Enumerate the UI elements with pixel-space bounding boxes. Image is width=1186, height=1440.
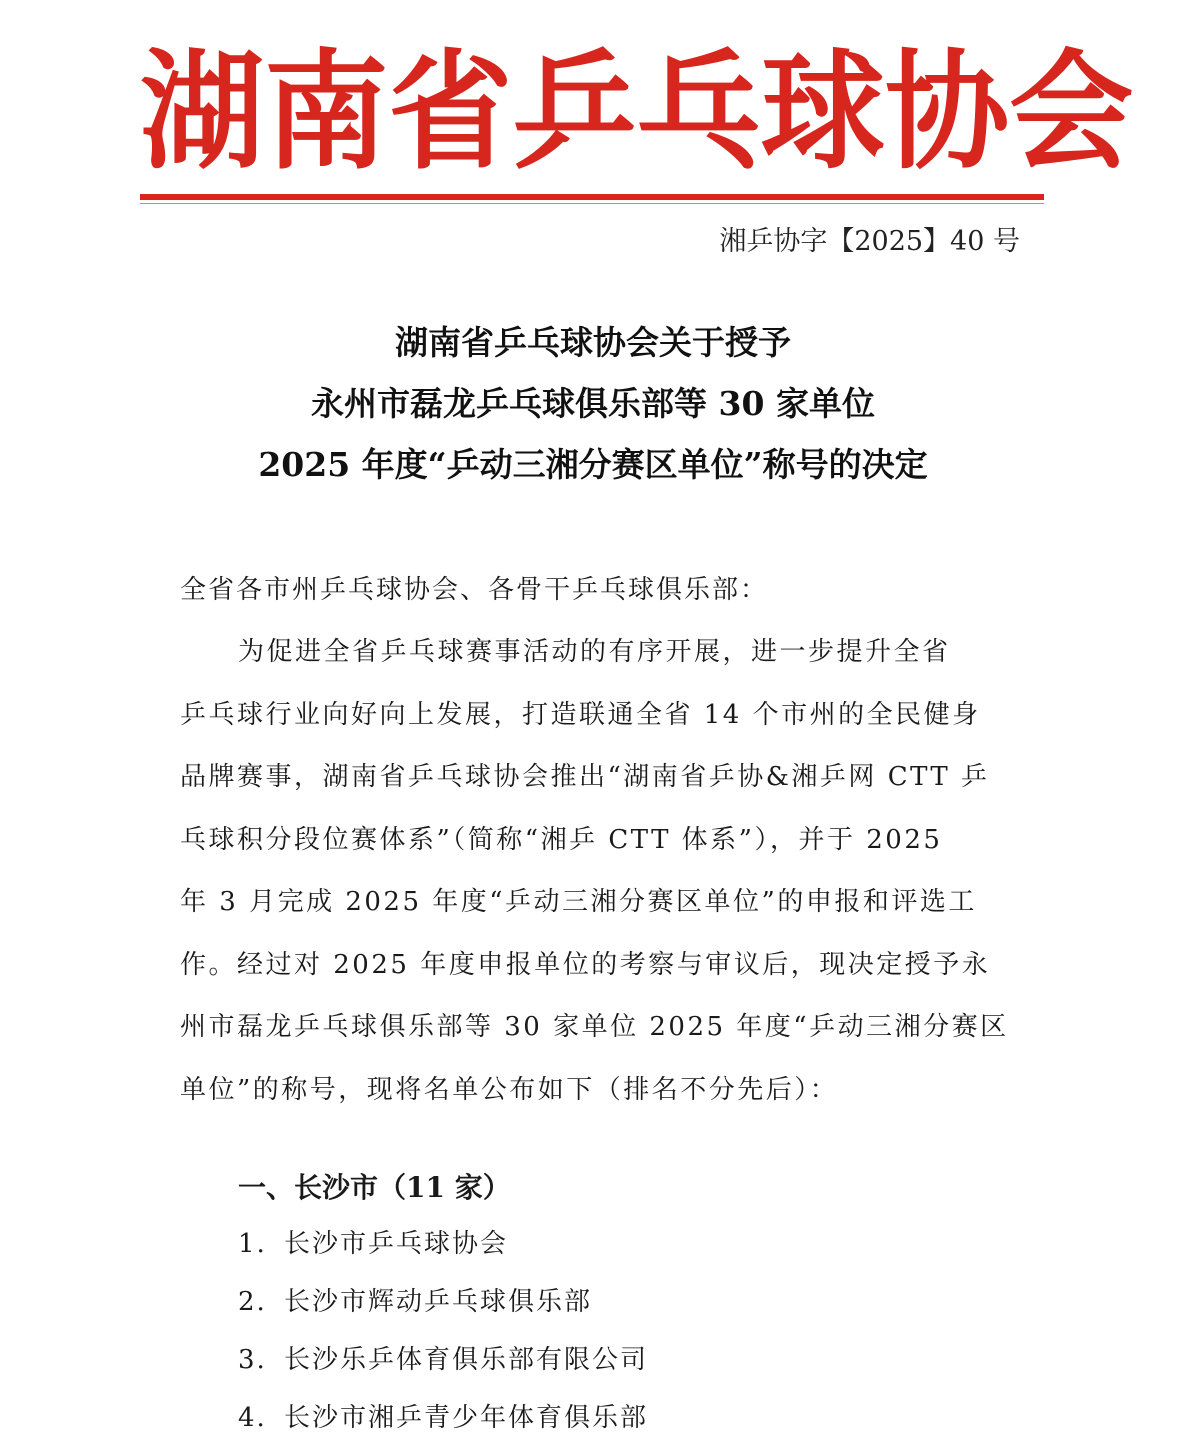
body-line: 乓球积分段位赛体系”（简称“湘乒 CTT 体系”），并于 2025 bbox=[180, 824, 943, 855]
list-item bbox=[238, 1282, 648, 1340]
org-masthead: 湖南省乒乓球协会 bbox=[140, 38, 1134, 187]
list-item-name: 长沙市湘乒青少年体育俱乐部 bbox=[284, 1403, 649, 1433]
list-item-number: 1. bbox=[238, 1229, 267, 1259]
list-item-name: 长沙市乒乓球协会 bbox=[284, 1229, 509, 1259]
body-paragraph bbox=[180, 632, 1010, 1132]
document-title bbox=[0, 312, 1186, 495]
list-item bbox=[238, 1398, 648, 1440]
body-line: 作。经过对 2025 年度申报单位的考察与审议后，现决定授予永 bbox=[180, 949, 991, 980]
list-item bbox=[238, 1224, 648, 1282]
document-number: 湘乒协字【2025】40 号 bbox=[719, 226, 1020, 257]
unit-list bbox=[238, 1224, 648, 1440]
title-line-1: 湖南省乒乓球协会关于授予 bbox=[395, 323, 791, 362]
list-item-number: 2. bbox=[238, 1287, 267, 1317]
list-item-name: 长沙市辉动乒乓球俱乐部 bbox=[284, 1287, 593, 1317]
header-red-rule bbox=[140, 194, 1044, 200]
list-item bbox=[238, 1340, 648, 1398]
section-heading-changsha: 一、长沙市（11 家） bbox=[238, 1171, 511, 1204]
list-item-number: 3. bbox=[238, 1345, 267, 1375]
body-line: 品牌赛事，湖南省乒乓球协会推出“湖南省乒协&湘乒网 CTT 乒 bbox=[180, 762, 990, 792]
body-line: 乒乓球行业向好向上发展，打造联通全省 14 个市州的全民健身 bbox=[180, 699, 981, 730]
title-line-2: 永州市磊龙乒乓球俱乐部等 30 家单位 bbox=[311, 384, 875, 423]
salutation: 全省各市州乒乓球协会、各骨干乒乓球俱乐部： bbox=[180, 575, 769, 605]
body-line: 年 3 月完成 2025 年度“乒动三湘分赛区单位”的申报和评选工 bbox=[180, 887, 977, 917]
body-line: 州市磊龙乒乓球俱乐部等 30 家单位 2025 年度“乒动三湘分赛区 bbox=[180, 1012, 1009, 1042]
title-line-3: 2025 年度“乒动三湘分赛区单位”称号的决定 bbox=[258, 445, 928, 484]
body-line: 单位”的称号，现将名单公布如下（排名不分先后）： bbox=[180, 1074, 839, 1105]
list-item-name: 长沙乐乒体育俱乐部有限公司 bbox=[284, 1345, 649, 1375]
list-item-number: 4. bbox=[238, 1403, 267, 1433]
header-red-rule-thin bbox=[140, 203, 1044, 204]
body-line: 为促进全省乒乓球赛事活动的有序开展，进一步提升全省 bbox=[238, 637, 951, 667]
